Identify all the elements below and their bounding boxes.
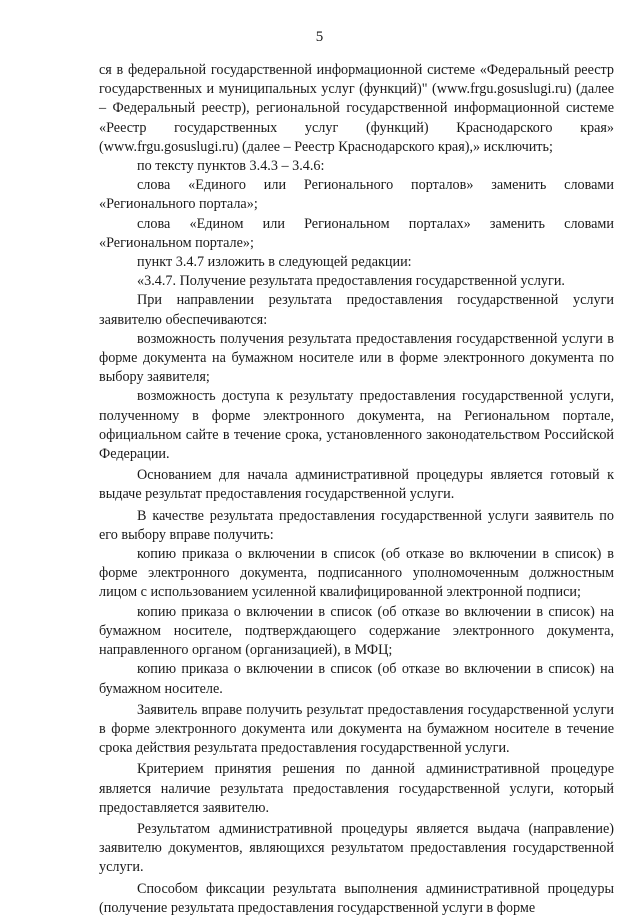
paragraph: копию приказа о включении в список (об отказе во включении в список) на бумажном носителе, подтверждающего содержание электронного документа, направленного органом (организацией), в МФЦ; — [99, 603, 614, 659]
paragraph: «3.4.7. Получение результата предоставления государственной услуги. — [137, 273, 565, 290]
paragraph: слова «Едином или Региональном порталах» заменить словами «Региональном портале»; — [99, 215, 614, 251]
paragraph: Заявитель вправе получить результат предоставления государственной услуги в форме электронного документа или документа на бумажном носителе в течение срока действия результата предоставления государственной услуги. — [99, 701, 614, 757]
paragraph: по тексту пунктов 3.4.3 – 3.4.6: — [137, 158, 325, 175]
paragraph: копию приказа о включении в список (об отказе во включении в список) на бумажном носителе. — [99, 661, 614, 697]
paragraph: ся в федеральной государственной информационной системе «Федеральный реестр государственных и муниципальных услуг (функций)" (www.frgu.gosuslugi.ru) (далее – Федеральный реестр), региональной государственной информационной системе «Реестр государственных услуг (функций) Краснодарского края» (www.frgu.gosuslugi.ru) (далее – Реестр Краснодарского края),» исключить; — [99, 62, 614, 155]
paragraph: слова «Единого или Регионального порталов» заменить словами «Регионального портала»; — [99, 177, 614, 213]
paragraph: В качестве результата предоставления государственной услуги заявитель по его выбору вправе получить: — [99, 507, 614, 543]
page-number: 5 — [315, 29, 324, 45]
paragraph: возможность получения результата предоставления государственной услуги в форме документа на бумажном носителе или в форме электронного документа по выбору заявителя; — [99, 330, 614, 386]
paragraph: Критерием принятия решения по данной административной процедуре является наличие результата предоставления государственной услуги, который предоставляется заявителю. — [99, 761, 614, 816]
paragraph: возможность доступа к результату предоставления государственной услуги, полученному в форме электронного документа, на Региональном портале, официальном сайте в течение срока, установленного законодательством Российской Федерации. — [99, 388, 614, 463]
document-body — [99, 61, 614, 918]
paragraph: пункт 3.4.7 изложить в следующей редакции: — [137, 254, 412, 271]
paragraph: При направлении результата предоставления государственной услуги заявителю обеспечиваются: — [99, 292, 614, 328]
paragraph: Результатом административной процедуры является выдача (направление) заявителю документов, являющихся результатом предоставления государственной услуги. — [99, 820, 614, 876]
paragraph: Основанием для начала административной процедуры является готовый к выдаче результат предоставления государственной услуги. — [99, 467, 614, 503]
paragraph: копию приказа о включении в список (об отказе во включении в список) в форме электронного документа, подписанного уполномоченным должностным лицом с использованием усиленной квалифицированной электронной подписи; — [99, 546, 614, 601]
paragraph: Способом фиксации результата выполнения административной процедуры (получение результата предоставления государственной услуги в форме — [99, 880, 614, 916]
